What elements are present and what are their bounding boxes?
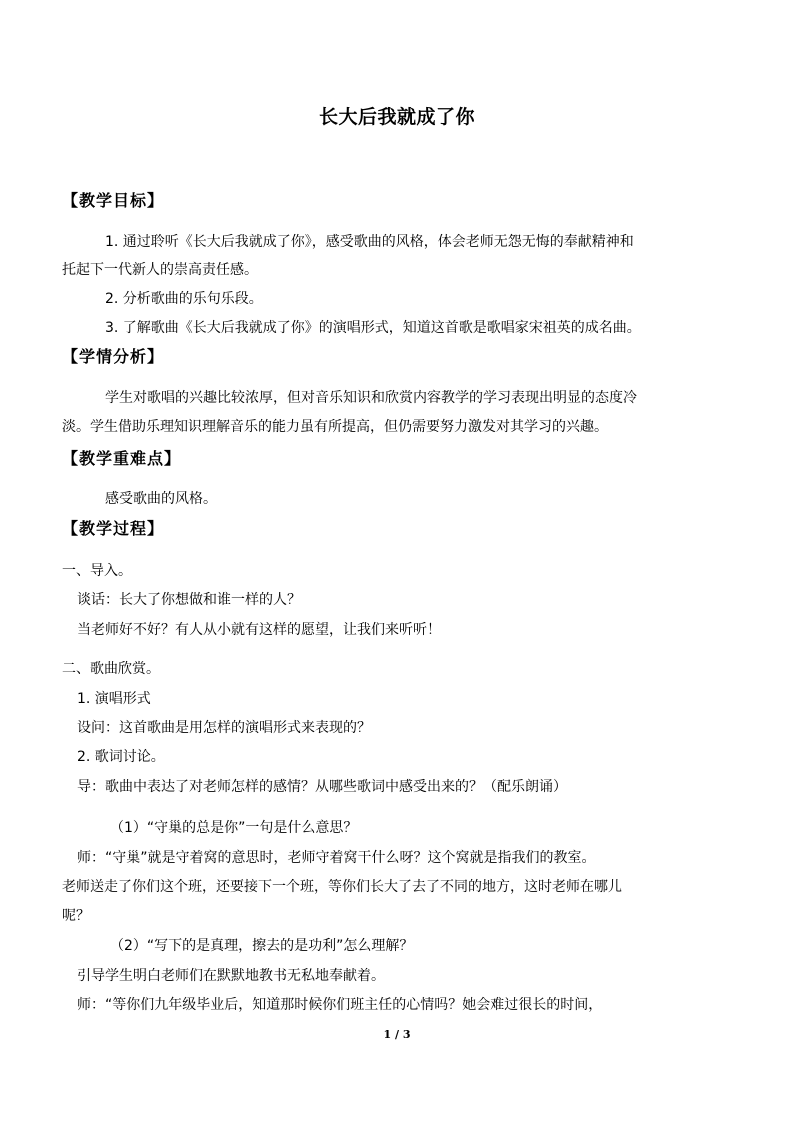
process-part2-line-1: 1. 演唱形式 — [77, 691, 151, 707]
discussion-line-5: （2）“写下的是真理，擦去的是功利”怎么理解？ — [110, 938, 414, 954]
process-part1-line-1: 谈话：长大了你想做和谁一样的人？ — [77, 592, 301, 608]
section-heading-key-points: 【教学重难点】 — [62, 449, 182, 468]
section-heading-analysis: 【学情分析】 — [62, 347, 165, 366]
discussion-line-2: 师：“守巢”就是守着窝的意思时，老师守着窝干什么呀？这个窝就是指我们的教室。 — [77, 850, 596, 866]
discussion-line-1: （1）“守巢的总是你”一句是什么意思？ — [110, 820, 358, 836]
document-title: 长大后我就成了你 — [318, 106, 475, 128]
discussion-line-7: 师：“等你们九年级毕业后，知道那时候你们班主任的心情吗？她会难过很长的时间， — [77, 997, 603, 1013]
objective-line-4: 3. 了解歌曲《长大后我就成了你》的演唱形式，知道这首歌是歌唱家宋祖英的成名曲。 — [105, 320, 641, 336]
process-part1-title: 一、导入。 — [62, 563, 132, 579]
analysis-line-2: 淡。学生借助乐理知识理解音乐的能力虽有所提高，但仍需要努力激发对其学习的兴趣。 — [62, 419, 608, 435]
process-part1-line-2: 当老师好不好？有人从小就有这样的愿望，让我们来听听！ — [77, 622, 441, 638]
objective-line-2: 托起下一代新人的崇高责任感。 — [62, 262, 258, 278]
process-part2-line-4: 导：歌曲中表达了对老师怎样的感情？从哪些歌词中感受出来的？（配乐朗诵） — [77, 779, 567, 795]
process-part2-line-3: 2. 歌词讨论。 — [77, 749, 165, 765]
process-part2-title: 二、歌曲欣赏。 — [62, 661, 160, 677]
analysis-line-1: 学生对歌唱的兴趣比较浓厚，但对音乐知识和欣赏内容教学的学习表现出明显的态度冷 — [105, 390, 637, 406]
section-heading-objectives: 【教学目标】 — [62, 191, 165, 210]
section-heading-process: 【教学过程】 — [62, 519, 165, 538]
discussion-line-3: 老师送走了你们这个班，还要接下一个班，等你们长大了去了不同的地方，这时老师在哪儿 — [62, 879, 622, 895]
objective-line-3: 2. 分析歌曲的乐句乐段。 — [105, 291, 263, 307]
objective-line-1: 1. 通过聆听《长大后我就成了你》，感受歌曲的风格，体会老师无怨无悔的奉献精神和 — [105, 234, 634, 250]
process-part2-line-2: 设问：这首歌曲是用怎样的演唱形式来表现的？ — [77, 720, 371, 736]
key-points-line-1: 感受歌曲的风格。 — [105, 491, 217, 507]
discussion-line-4: 呢？ — [62, 908, 90, 924]
page-indicator: 1 / 3 — [383, 1028, 411, 1041]
discussion-line-6: 引导学生明白老师们在默默地教书无私地奉献着。 — [77, 968, 385, 984]
